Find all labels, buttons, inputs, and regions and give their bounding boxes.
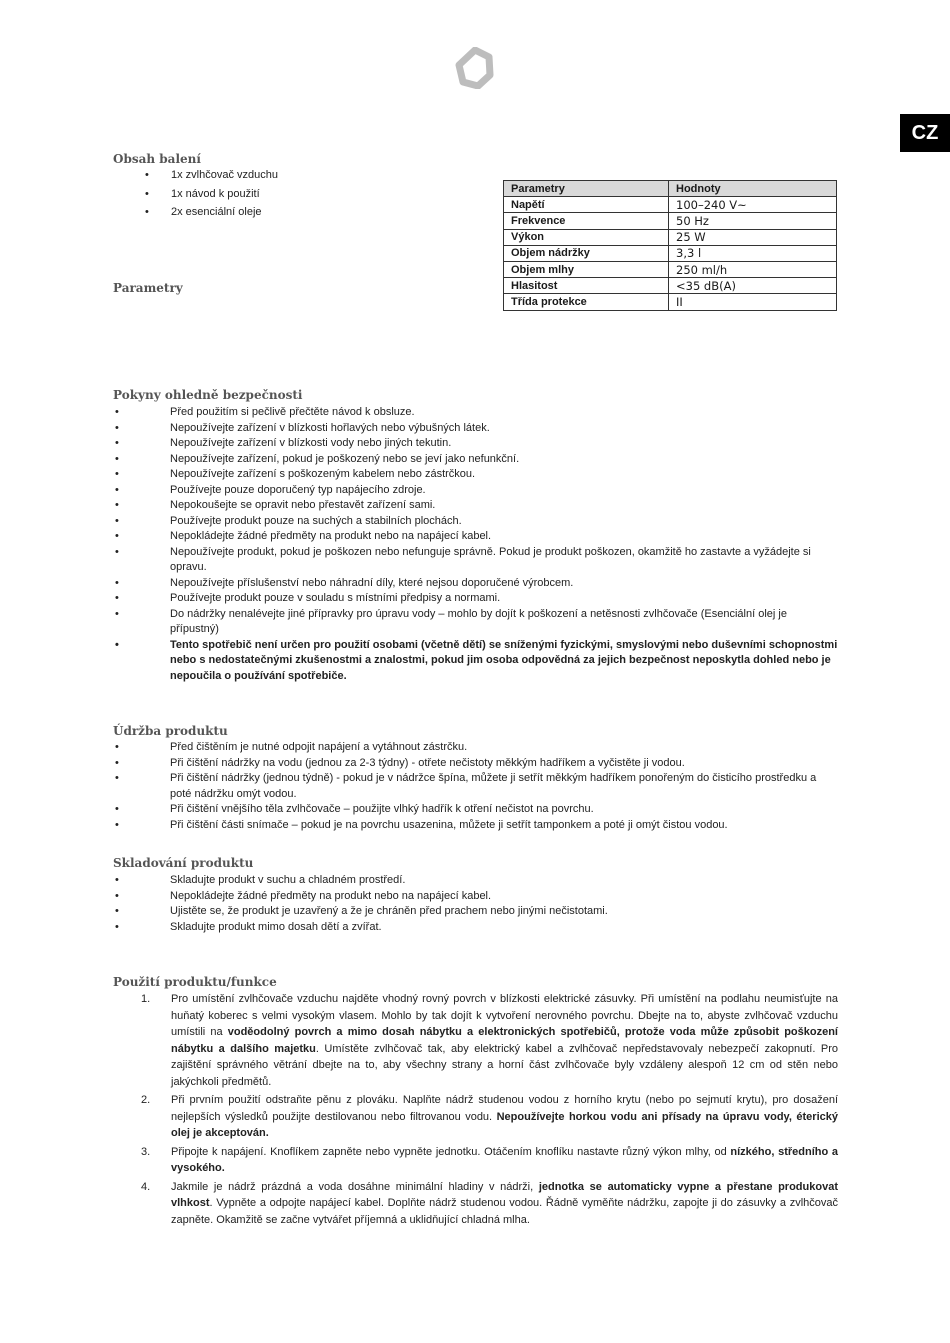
param-key: Třída protekce xyxy=(504,294,669,310)
param-key: Výkon xyxy=(504,229,669,245)
list-item: • Nepoužívejte zařízení, pokud je poškozený nebo se jeví jako nefunkční. xyxy=(113,452,838,468)
step-number: 4. xyxy=(141,1180,151,1193)
param-value: 50 Hz xyxy=(669,213,837,229)
list-item: • Nepokládejte žádné předměty na produkt nebo na napájecí kabel. xyxy=(113,529,838,545)
list-item: • 2x esenciální oleje xyxy=(145,205,278,224)
table-header-cell: Hodnoty xyxy=(669,181,837,197)
list-item: • 1x návod k použití xyxy=(145,187,278,206)
step-text: Připojte k napájení. Knoflíkem zapněte nebo vypněte jednotku. Otáčením knoflíku nastavte různý výkon mlhy, od xyxy=(171,1145,731,1158)
list-item: • Nepokládejte žádné předměty na produkt nebo na napájecí kabel. xyxy=(113,889,838,905)
param-value: 250 ml/h xyxy=(669,261,837,277)
list-item xyxy=(113,1179,838,1229)
list-item: • Ujistěte se, že produkt je uzavřený a že je chráněn před prachem nebo jinými nečistotami. xyxy=(113,904,838,920)
language-tab: CZ xyxy=(900,114,950,152)
usage-list xyxy=(113,991,838,1230)
list-item xyxy=(113,991,838,1090)
param-key: Objem mlhy xyxy=(504,261,669,277)
table-header-row xyxy=(504,181,837,197)
section-title-parameters: Parametry xyxy=(113,281,183,295)
list-item: • Používejte produkt pouze na suchých a stabilních plochách. xyxy=(113,514,838,530)
param-value: 25 W xyxy=(669,229,837,245)
list-item xyxy=(113,1144,838,1177)
list-item: • Při čištění nádržky na vodu (jednou za 2-3 týdny) - otřete nečistoty měkkým hadříkem a vyčistěte ji vodou. xyxy=(113,756,838,772)
step-text: Pro umístění zvlhčovače vzduchu najděte vhodný rovný povrch v blízkosti elektrické zásuvky. Při umístění na podlahu neumisťujte na huňatý koberec s velmi vysokým vlasem. Mohlo by tak dojít k vytvoření nerovného povrchu. Dbejte na to, abyste zvlhčovač vzduchu umístili na xyxy=(171,993,838,1038)
list-item: • Při čištění vnějšího těla zvlhčovače – použijte vlhký hadřík k otření nečistot na povrchu. xyxy=(113,802,838,818)
step-text-bold: voděodolný povrch a mimo dosah nábytku a elektronických spotřebičů, protože voda může způsobit poškození nábytku a dalšího majetku xyxy=(171,1026,838,1055)
step-number: 3. xyxy=(141,1145,151,1158)
table-row xyxy=(504,213,837,229)
list-item-warning: • Tento spotřebič není určen pro použití osobami (včetně dětí) se sníženými fyzickými, smyslovými nebo duševními schopnostmi nebo s nedostatečnými zkušenostmi a znalostmi, pokud jim osoba odpovědná za jejich bezpečnost neposkytla dohled nebo je nepoučila o používání spotřebiče. xyxy=(113,638,838,685)
table-row xyxy=(504,294,837,310)
param-value: II xyxy=(669,294,837,310)
safety-list xyxy=(113,405,838,684)
table-row xyxy=(504,197,837,213)
list-item: • Používejte pouze doporučený typ napájecího zdroje. xyxy=(113,483,838,499)
list-item: • Používejte produkt pouze v souladu s místními předpisy a normami. xyxy=(113,591,838,607)
brand-logo-icon xyxy=(454,47,496,89)
table-row xyxy=(504,229,837,245)
contents-list xyxy=(145,168,278,224)
step-text: . Umístěte zvlhčovač tak, aby elektrický kabel a zvlhčovač nepředstavovaly nebezpečí zakopnutí. Pro zajištění správného větrání dbejte na to, aby všechny strany a horní část zvlhčovače byly vzdáleny alespoň 12 cm od stěn nebo jakýchkoli předmětů. xyxy=(171,1042,838,1088)
maintenance-list xyxy=(113,740,838,833)
step-number: 1. xyxy=(141,993,151,1005)
step-text: . Vypněte a odpojte napájecí kabel. Doplňte nádrž studenou vodou. Řádně vyměňte nádržku, zapojte ji do zásuvky a zvlhčovač zapněte. Okamžitě se začne vytvářet příjemná a uklidňující chladná mlha. xyxy=(171,1197,838,1226)
list-item: • Při čištění části snímače – pokud je na povrchu usazenina, můžete ji setřít tamponkem a poté ji omýt čistou vodou. xyxy=(113,818,838,834)
section-title-storage: Skladování produktu xyxy=(113,856,254,870)
param-value: <35 dB(A) xyxy=(669,278,837,294)
section-title-usage: Použití produktu/funkce xyxy=(113,975,277,989)
list-item: • Před použitím si pečlivě přečtěte návod k obsluze. xyxy=(113,405,838,421)
step-text-bold: jednotka se automaticky vypne a přestane produkovat vlhkost xyxy=(171,1180,838,1209)
section-title-safety: Pokyny ohledně bezpečnosti xyxy=(113,388,303,402)
step-text-bold: Nepoužívejte horkou vodu ani přísady na úpravu vody, éterický olej je akceptován. xyxy=(171,1110,838,1139)
list-item: • Nepoužívejte zařízení v blízkosti hořlavých nebo výbušných látek. xyxy=(113,421,838,437)
list-item: • Nepoužívejte produkt, pokud je poškozen nebo nefunguje správně. Pokud je produkt poškozen, okamžitě ho zastavte a vyžádejte si opravu. xyxy=(113,545,838,576)
table-row xyxy=(504,261,837,277)
section-title-maintenance: Údržba produktu xyxy=(113,724,228,738)
param-key: Hlasitost xyxy=(504,278,669,294)
step-text: Při prvním použití odstraňte pěnu z plováku. Naplňte nádrž studenou vodou z horního krytu (nebo po sejmutí krytu), pro dosažení nejlepších výsledků použijte destilovanou nebo filtrovanou vodu. xyxy=(171,1094,838,1123)
list-item: • 1x zvlhčovač vzduchu xyxy=(145,168,278,187)
param-value: 100–240 V~ xyxy=(669,197,837,213)
param-key: Objem nádržky xyxy=(504,245,669,261)
list-item: • Při čištění nádržky (jednou týdně) - pokud je v nádržce špína, můžete ji setřít měkkým hadříkem ponořeným do čisticího prostředku a poté nádržku omýt vodou. xyxy=(113,771,838,802)
list-item: • Před čištěním je nutné odpojit napájení a vytáhnout zástrčku. xyxy=(113,740,838,756)
parameters-table xyxy=(503,180,837,311)
table-header-cell: Parametry xyxy=(504,181,669,197)
list-item: • Nepoužívejte zařízení s poškozeným kabelem nebo zástrčkou. xyxy=(113,467,838,483)
step-text: Jakmile je nádrž prázdná a voda dosáhne minimální hladiny v nádrži, xyxy=(171,1180,539,1193)
list-item: • Skladujte produkt mimo dosah dětí a zvířat. xyxy=(113,920,838,936)
section-title-contents: Obsah balení xyxy=(113,152,201,166)
step-number: 2. xyxy=(141,1094,151,1106)
list-item: • Nepokoušejte se opravit nebo přestavět zařízení sami. xyxy=(113,498,838,514)
table-row xyxy=(504,278,837,294)
param-key: Frekvence xyxy=(504,213,669,229)
list-item: • Do nádržky nenalévejte jiné přípravky pro úpravu vody – mohlo by dojít k poškození a netěsnosti zvlhčovače (Esenciální olej je přípustný) xyxy=(113,607,838,638)
step-text-bold: nízkého, středního a vysokého. xyxy=(171,1145,838,1174)
list-item: • Nepoužívejte příslušenství nebo náhradní díly, které nejsou doporučené výrobcem. xyxy=(113,576,838,592)
param-value: 3,3 l xyxy=(669,245,837,261)
storage-list xyxy=(113,873,838,935)
list-item: • Nepoužívejte zařízení v blízkosti vody nebo jiných tekutin. xyxy=(113,436,838,452)
param-key: Napětí xyxy=(504,197,669,213)
list-item xyxy=(113,1092,838,1142)
table-row xyxy=(504,245,837,261)
list-item: • Skladujte produkt v suchu a chladném prostředí. xyxy=(113,873,838,889)
